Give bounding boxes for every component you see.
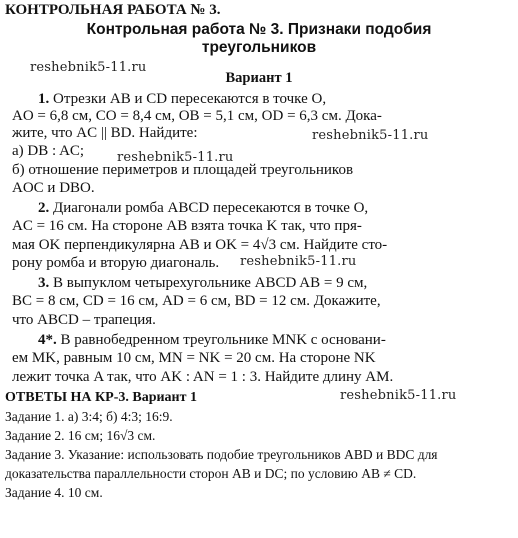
task1-part-b-line2: AOC и DBO. — [12, 180, 95, 196]
answer-4: Задание 4. 10 см. — [5, 485, 103, 500]
watermark: reshebnik5-11.ru — [340, 388, 457, 403]
task3-number: 3. — [38, 275, 50, 291]
task4-line2: ем MK, равным 10 см, MN = NK = 20 см. На стороне NK — [12, 350, 376, 366]
task4-text: В равнобедренном треугольнике MNK с основани- — [60, 332, 386, 348]
answers-heading: ОТВЕТЫ НА КР-3. Вариант 1 — [5, 390, 197, 405]
task1-line1 — [38, 91, 326, 108]
watermark: reshebnik5-11.ru — [312, 128, 429, 143]
task2-number: 2. — [38, 200, 50, 216]
watermark: reshebnik5-11.ru — [30, 60, 147, 75]
task2-line2: AC = 16 см. На стороне AB взята точка K так, что пря- — [12, 218, 362, 234]
task4-line1 — [38, 332, 386, 349]
task1-number: 1. — [38, 91, 50, 107]
answer-3-line2: доказательства параллельности сторон AB и DC; по условию AB ≠ CD. — [5, 466, 417, 481]
task3-line3: что ABCD – трапеция. — [12, 312, 156, 328]
answer-3-line1: Задание 3. Указание: использовать подобие треугольников ABD и BDC для — [5, 447, 438, 462]
task1-part-a: а) DB : AC; — [12, 143, 85, 159]
task1-part-b-line1: б) отношение периметров и площадей треугольников — [12, 162, 354, 178]
answer-1: Задание 1. а) 3:4; б) 4:3; 16:9. — [5, 409, 173, 424]
task3-line2: BC = 8 см, CD = 16 см, AD = 6 см, BD = 12 см. Докажите, — [12, 293, 381, 309]
task4-number: 4*. — [38, 332, 57, 348]
task1-text: Отрезки AB и CD пересекаются в точке O, — [53, 91, 327, 107]
subtitle-line1: Контрольная работа № 3. Признаки подобия — [86, 21, 432, 38]
task2-line4: рону ромба и вторую диагональ. — [12, 255, 220, 271]
task1-line3: жите, что AC || BD. Найдите: — [12, 125, 198, 141]
main-title: КОНТРОЛЬНАЯ РАБОТА № 3. — [5, 2, 221, 18]
task4-line3: лежит точка A так, что AK : AN = 1 : 3. Найдите длину AM. — [12, 369, 394, 385]
task3-text: В выпуклом четырехугольнике ABCD AB = 9 см, — [53, 275, 368, 291]
task2-line3: мая OK перпендикулярна AB и OK = 4√3 см. Найдите сто- — [12, 237, 388, 253]
task3-line1 — [38, 275, 367, 292]
watermark: reshebnik5-11.ru — [240, 254, 357, 269]
task1-line2: AO = 6,8 см, CO = 8,4 см, OB = 5,1 см, OD = 6,3 см. Дока- — [12, 108, 382, 124]
variant-title: Вариант 1 — [225, 70, 293, 86]
task2-line1 — [38, 200, 368, 217]
subtitle-line2: треугольников — [201, 39, 317, 56]
task2-text: Диагонали ромба ABCD пересекаются в точке O, — [53, 200, 369, 216]
answer-2: Задание 2. 16 см; 16√3 см. — [5, 428, 156, 443]
watermark: reshebnik5-11.ru — [117, 150, 234, 165]
